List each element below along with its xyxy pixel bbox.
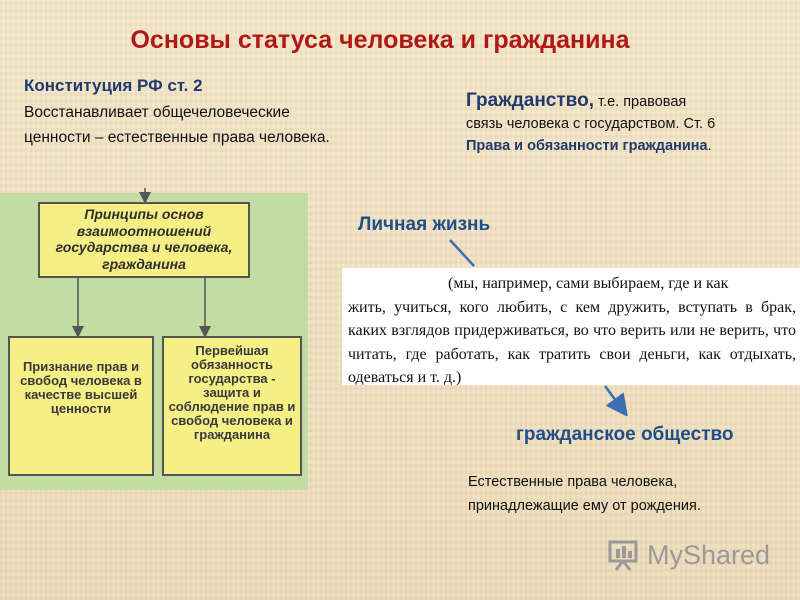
personal-life-arrow xyxy=(450,240,474,266)
citizenship-period: . xyxy=(707,138,712,154)
citizenship-rights: Права и обязанности гражданина xyxy=(466,138,708,154)
constitution-text: Восстанавливает общечеловеческие ценности – естественные права человека. xyxy=(24,104,330,146)
watermark-logo xyxy=(607,538,771,577)
personal-life-heading: Личная жизнь xyxy=(358,214,491,235)
quote-body: жить, учиться, кого любить, с кем дружить, вступать в брак, каких взглядов придерживаться, во что верить или не верить, что читать, где работать, как тратить свои деньги, как отдыхать, одеваться и т. д.) xyxy=(348,298,796,386)
citizenship-heading: Гражданство, xyxy=(466,90,594,111)
state-duty-box: Первейшая обязанность государства - защита и соблюдение прав и свобод человека и гражданина xyxy=(162,336,302,476)
personal-life-quote xyxy=(342,268,800,385)
presentation-board-icon xyxy=(607,538,643,572)
page-title: Основы статуса человека и гражданина xyxy=(130,26,630,54)
quote-first-line: (мы, например, сами выбираем, где и как xyxy=(448,275,729,292)
citizenship-definition: т.е. правовая xyxy=(593,94,687,110)
constitution-heading: Конституция РФ ст. 2 xyxy=(24,76,203,95)
citizenship-line: связь человека с государством. Ст. 6 xyxy=(466,116,716,132)
recognition-box: Признание прав и свобод человека в качестве высшей ценности xyxy=(8,336,154,476)
principles-box: Принципы основ взаимоотношений государства и человека, гражданина xyxy=(38,202,250,278)
watermark-brand: MyShared xyxy=(647,540,771,570)
civil-society-heading: гражданское общество xyxy=(516,424,734,445)
natural-rights-text: Естественные права человека, принадлежащие ему от рождения. xyxy=(468,474,701,514)
citizenship-block xyxy=(466,90,786,155)
